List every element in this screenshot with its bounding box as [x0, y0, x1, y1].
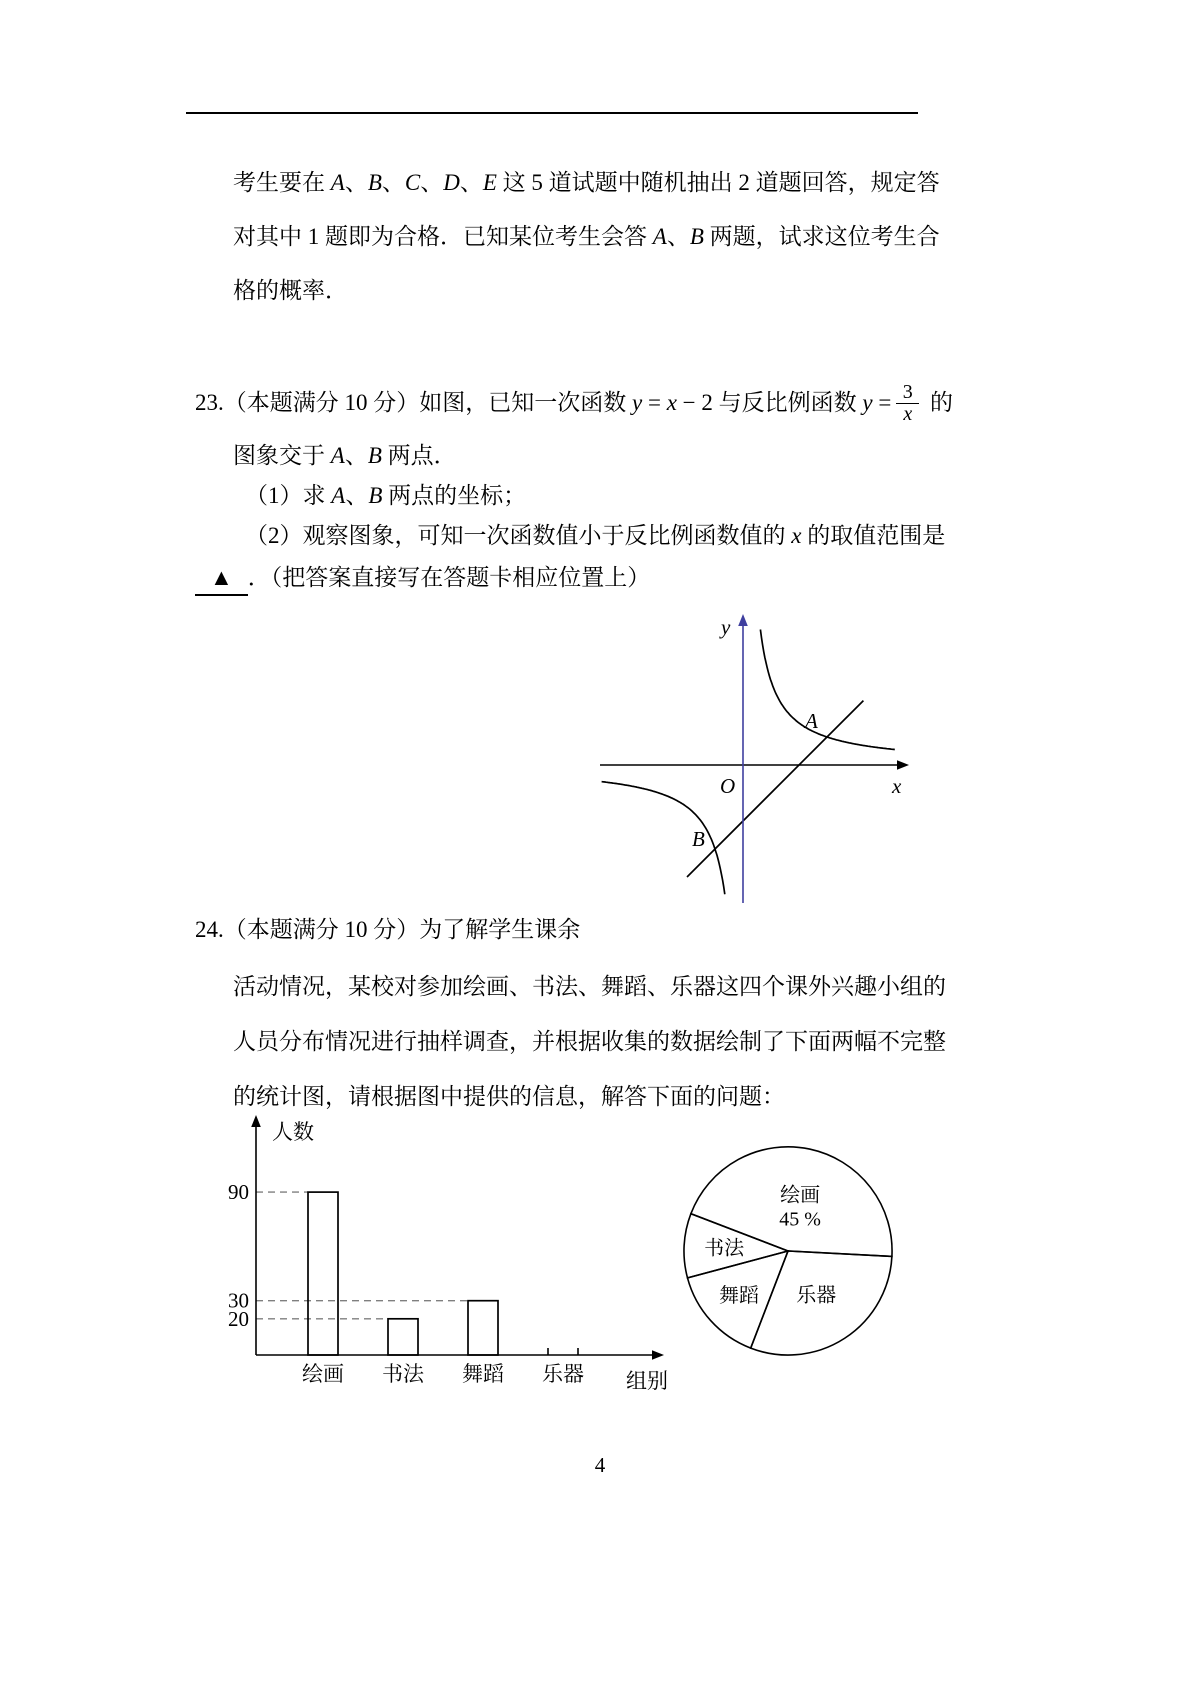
pie-label-乐器: 乐器	[796, 1284, 837, 1307]
problem23-inverse-lhs: y =	[862, 390, 892, 415]
pie-chart	[663, 1128, 923, 1380]
bar-舞蹈	[468, 1301, 498, 1355]
fraction-3-over-x	[896, 382, 919, 425]
header-rule	[186, 112, 918, 114]
bar-y-axis-arrow	[251, 1115, 261, 1127]
answer-blank: ▲	[195, 563, 248, 596]
problem23-header-mid: 与反比例函数	[712, 390, 863, 415]
point-b-label: B	[692, 827, 705, 851]
problem23-answer-line	[195, 563, 650, 596]
pie-pct-label: 45 %	[779, 1208, 821, 1231]
problem24-line-3: 的统计图，请根据图中提供的信息，解答下面的问题：	[233, 1084, 785, 1109]
bar-y-axis-title: 人数	[272, 1120, 314, 1144]
bar-书法	[388, 1319, 418, 1355]
bar-category-label: 绘画	[302, 1362, 344, 1386]
point-a-label: A	[805, 709, 818, 733]
problem23-header-suffix: 的	[924, 390, 953, 415]
problem23-part-2: （2）观察图象，可知一次函数值小于反比例函数值的 x 的取值范围是	[245, 523, 946, 548]
bar-x-axis-title: 组别	[626, 1369, 668, 1393]
bar-category-label: 舞蹈	[462, 1362, 504, 1386]
y-axis-arrow	[738, 614, 748, 626]
fraction-denominator: x	[896, 403, 919, 425]
hyperbola-branch-q3	[602, 782, 725, 895]
hyperbola-branch-q1	[760, 630, 894, 750]
page-number: 4	[594, 1453, 606, 1477]
bar-category-label: 乐器	[542, 1362, 584, 1386]
problem22-line-2: 对其中 1 题即为合格．已知某位考生会答 A、B 两题，试求这位考生合	[233, 224, 940, 249]
y-tick-label: 90	[228, 1180, 249, 1205]
bar-category-label: 书法	[382, 1362, 424, 1386]
function-graph	[595, 612, 915, 907]
bar-绘画	[308, 1192, 338, 1355]
y-axis-label: y	[721, 615, 731, 639]
graph-curves	[602, 630, 895, 895]
x-axis-arrow	[897, 760, 909, 770]
answer-suffix: ．（把答案直接写在答题卡相应位置上）	[247, 565, 651, 590]
origin-label: O	[720, 774, 736, 798]
problem23-line-2: 图象交于 A、B 两点．	[233, 443, 457, 468]
x-axis-label: x	[892, 774, 902, 798]
bar-chart	[228, 1112, 673, 1412]
pie-label-书法: 书法	[704, 1237, 745, 1260]
problem22-line-3: 格的概率．	[233, 278, 348, 303]
y-tick-label: 30	[228, 1288, 249, 1313]
pie-label-舞蹈: 舞蹈	[719, 1285, 759, 1308]
problem24-line-1: 活动情况，某校对参加绘画、书法、舞蹈、乐器这四个课外兴趣小组的	[233, 974, 946, 999]
pie-label-绘画: 绘画	[780, 1184, 821, 1207]
line-y-x-minus-2	[687, 701, 863, 877]
problem23-header-prefix: 23.（本题满分 10 分）如图，已知一次函数	[195, 390, 632, 415]
problem23-linear-function: y = x − 2	[632, 390, 713, 415]
problem22-line-1: 考生要在 A、B、C、D、E 这 5 道试题中随机抽出 2 道题回答，规定答	[233, 170, 940, 195]
problem24-header: 24.（本题满分 10 分）为了解学生课余	[195, 917, 581, 942]
y-tick-label: 20	[228, 1306, 249, 1331]
problem24-line-2: 人员分布情况进行抽样调查，并根据收集的数据绘制了下面两幅不完整	[233, 1029, 946, 1054]
problem23-part-1: （1）求 A、B 两点的坐标；	[245, 483, 527, 508]
problem23-header	[195, 372, 953, 434]
fraction-numerator: 3	[902, 380, 913, 403]
